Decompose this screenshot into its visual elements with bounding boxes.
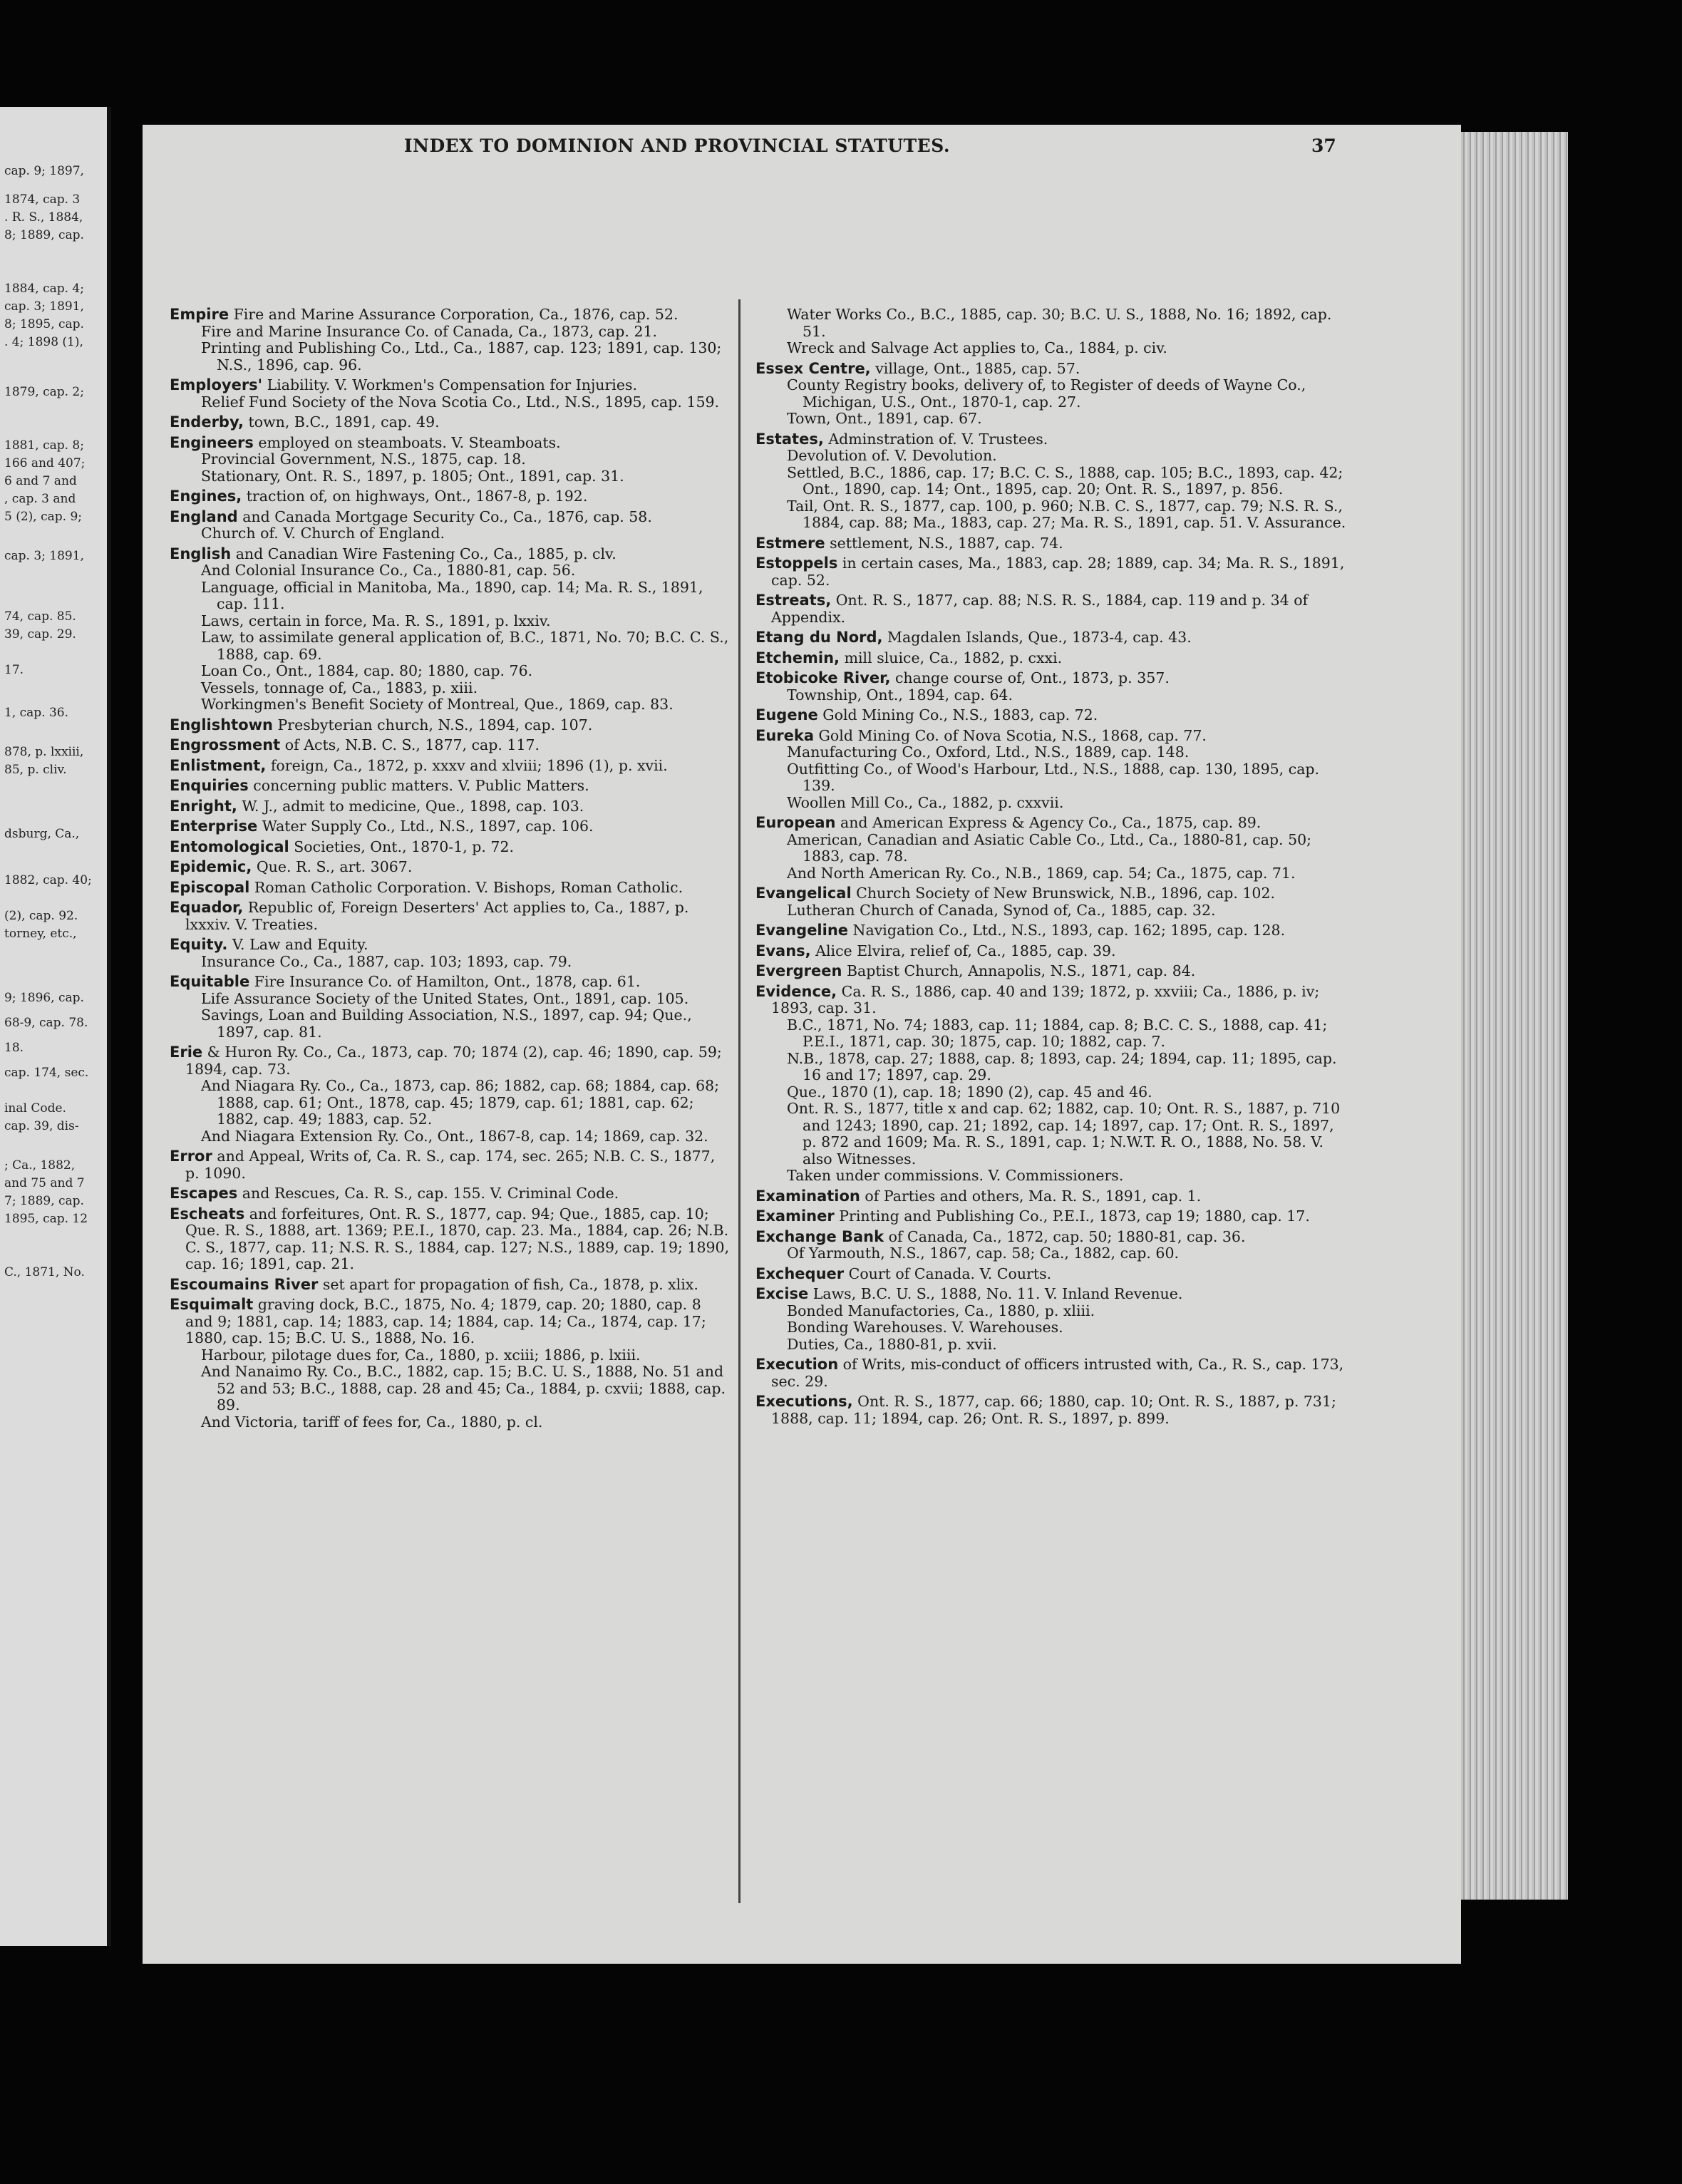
entry-text: & Huron Ry. Co., Ca., 1873, cap. 70; 1874 (2), cap. 46; 1890, cap. 59; 1894, cap. 73. [185, 1044, 722, 1078]
index-entry [755, 650, 1347, 667]
entry-text: and Rescues, Ca. R. S., cap. 155. V. Criminal Code. [237, 1185, 619, 1202]
left-page-fragment: C., 1871, No. [4, 1265, 85, 1279]
entry-subentry: Fire and Marine Insurance Co. of Canada, Ca., 1873, cap. 21. [201, 322, 658, 340]
index-entry [755, 592, 1347, 626]
entry-headword: English [170, 545, 232, 562]
entry-text: and Canada Mortgage Security Co., Ca., 1876, cap. 58. [237, 508, 652, 525]
entry-headword: Etobicoke River, [755, 669, 891, 686]
left-page-fragment: 1, cap. 36. [4, 706, 69, 720]
left-page-fragment: . R. S., 1884, [4, 210, 83, 225]
entry-headword: Episcopal [170, 878, 250, 896]
entry-subentry: Lutheran Church of Canada, Synod of, Ca., 1885, cap. 32. [787, 901, 1216, 919]
entry-headword: Estates, [755, 430, 824, 448]
left-page-fragment: 18. [4, 1041, 24, 1055]
entry-headword: Escheats [170, 1205, 245, 1222]
entry-headword: Evans, [755, 942, 811, 959]
entry-headword: Equador, [170, 899, 244, 916]
index-column-left [170, 307, 733, 1434]
entry-text: Navigation Co., Ltd., N.S., 1893, cap. 162; 1895, cap. 128. [848, 922, 1286, 939]
entry-headword: Estoppels [755, 555, 838, 572]
entry-headword: Equitable [170, 973, 250, 990]
entry-headword: Examination [755, 1187, 860, 1205]
entry-text: Court of Canada. V. Courts. [844, 1264, 1052, 1282]
entry-subentry: Printing and Publishing Co., Ltd., Ca., 1887, cap. 123; 1891, cap. 130; N.S., 1896, cap. 96. [201, 339, 722, 374]
entry-subentry: Wreck and Salvage Act applies to, Ca., 1884, p. civ. [787, 339, 1167, 356]
left-page-fragment: 39, cap. 29. [4, 627, 76, 642]
left-page-fragment: cap. 3; 1891, [4, 299, 84, 314]
index-entry [755, 815, 1347, 882]
index-entry [170, 509, 733, 542]
left-page-fragment: inal Code. [4, 1101, 66, 1116]
index-entry [755, 670, 1347, 704]
entry-subentry: Devolution of. V. Devolution. [787, 447, 997, 464]
index-entry [170, 880, 733, 897]
left-page-fragment: 5 (2), cap. 9; [4, 510, 82, 524]
left-page-fragment: 9; 1896, cap. [4, 991, 84, 1005]
entry-headword: Exchequer [755, 1264, 845, 1282]
index-entry [755, 1356, 1347, 1390]
entry-headword: Etang du Nord, [755, 629, 883, 646]
entry-subentry: Church of. V. Church of England. [201, 525, 445, 542]
entry-headword: Execution [755, 1356, 839, 1373]
index-entry [170, 1206, 733, 1273]
entry-text: W. J., admit to medicine, Que., 1898, cap. 103. [237, 797, 584, 815]
entry-subentry: Manufacturing Co., Oxford, Ltd., N.S., 1889, cap. 148. [787, 743, 1190, 761]
entry-subentry: Relief Fund Society of the Nova Scotia Co., Ltd., N.S., 1895, cap. 159. [201, 393, 720, 411]
index-entry [755, 885, 1347, 919]
entry-subentry: Woollen Mill Co., Ca., 1882, p. cxxvii. [787, 793, 1064, 811]
entry-text: Ont. R. S., 1877, cap. 88; N.S. R. S., 1884, cap. 119 and p. 34 of Appendix. [771, 592, 1309, 626]
entry-subentry: Life Assurance Society of the United States, Ont., 1891, cap. 105. [201, 989, 689, 1007]
index-entry [170, 778, 733, 795]
column-divider [738, 299, 741, 1903]
entry-headword: Engines, [170, 488, 242, 505]
entry-subentry: And Victoria, tariff of fees for, Ca., 1880, p. cl. [201, 1413, 543, 1431]
index-entry [170, 435, 733, 485]
entry-text: Ont. R. S., 1877, cap. 66; 1880, cap. 10; Ont. R. S., 1887, p. 731; 1888, cap. 11; 1894, cap. 26; Ont. R. S., 1897, p. 899. [771, 1393, 1336, 1427]
index-entry [170, 737, 733, 754]
entry-subentry: And North American Ry. Co., N.B., 1869, cap. 54; Ca., 1875, cap. 71. [787, 864, 1296, 882]
left-page-fragment: cap. 39, dis- [4, 1119, 79, 1133]
index-entry [755, 707, 1347, 724]
entry-text: Fire Insurance Co. of Hamilton, Ont., 1878, cap. 61. [249, 973, 641, 990]
entry-text: Water Supply Co., Ltd., N.S., 1897, cap. 106. [257, 818, 594, 835]
entry-subentry: And Niagara Ry. Co., Ca., 1873, cap. 86; 1882, cap. 68; 1884, cap. 68; 1888, cap. 61; Ont., 1878, cap. 45; 1879, cap. 61; 1881, cap. 62; 1882, cap. 49; 1883, cap. 52. [201, 1077, 720, 1128]
entry-subentry: And Colonial Insurance Co., Ca., 1880-81, cap. 56. [201, 562, 576, 579]
entry-headword: Employers' [170, 376, 263, 393]
entry-subentry: Bonded Manufactories, Ca., 1880, p. xliii. [787, 1302, 1095, 1319]
left-page-fragment: cap. 9; 1897, [4, 164, 84, 178]
index-column-right [755, 307, 1347, 1431]
entry-headword: Evergreen [755, 962, 842, 979]
entry-subentry: B.C., 1871, No. 74; 1883, cap. 11; 1884, cap. 8; B.C. C. S., 1888, cap. 41; P.E.I., 1871, cap. 30; 1875, cap. 10; 1882, cap. 7. [787, 1016, 1328, 1050]
entry-text: Presbyterian church, N.S., 1894, cap. 107. [273, 716, 593, 733]
entry-headword: Examiner [755, 1207, 835, 1225]
entry-headword: Engrossment [170, 736, 281, 753]
entry-text: of Writs, mis-conduct of officers intrusted with, Ca., R. S., cap. 173, sec. 29. [771, 1356, 1344, 1390]
entry-subentry: And Nanaimo Ry. Co., B.C., 1882, cap. 15; B.C. U. S., 1888, No. 51 and 52 and 53; B.C., 1888, cap. 28 and 45; Ca., 1884, p. cxvii; 1888, cap. 89. [201, 1363, 726, 1413]
left-page-fragment: 17. [4, 663, 24, 677]
entry-text: settlement, N.S., 1887, cap. 74. [825, 534, 1063, 552]
entry-text: Fire and Marine Assurance Corporation, Ca., 1876, cap. 52. [229, 306, 679, 323]
entry-headword: Englishtown [170, 716, 273, 733]
index-entry [755, 361, 1347, 428]
entry-text: traction of, on highways, Ont., 1867-8, p. 192. [242, 488, 588, 505]
left-page-fragment: and 75 and 7 [4, 1176, 85, 1190]
index-entry [755, 629, 1347, 647]
index-entry [170, 414, 733, 431]
index-entry [170, 1297, 733, 1431]
entry-subentry: Outfitting Co., of Wood's Harbour, Ltd., N.S., 1888, cap. 130, 1895, cap. 139. [787, 760, 1320, 794]
index-entry [170, 937, 733, 970]
entry-text: Societies, Ont., 1870-1, p. 72. [289, 838, 515, 855]
entry-headword: Epidemic, [170, 858, 252, 875]
entry-headword: Exchange Bank [755, 1227, 884, 1245]
facing-page-left [0, 107, 111, 1946]
entry-text: foreign, Ca., 1872, p. xxxv and xlviii; 1896 (1), p. xvii. [266, 756, 668, 774]
index-entry [755, 963, 1347, 980]
left-page-fragment: torney, etc., [4, 927, 77, 941]
index-entry [755, 1188, 1347, 1205]
entry-subentry: Water Works Co., B.C., 1885, cap. 30; B.C. U. S., 1888, No. 16; 1892, cap. 51. [787, 306, 1332, 340]
entry-subentry: Township, Ont., 1894, cap. 64. [787, 686, 1013, 704]
left-page-fragment: , cap. 3 and [4, 492, 76, 506]
left-page-fragment: 7; 1889, cap. [4, 1194, 84, 1208]
entry-headword: Excise [755, 1285, 809, 1302]
entry-subentry: Insurance Co., Ca., 1887, cap. 103; 1893, cap. 79. [201, 952, 572, 970]
entry-headword: Enderby, [170, 413, 244, 431]
entry-subentry: Vessels, tonnage of, Ca., 1883, p. xiii. [201, 679, 478, 696]
entry-subentry: Que., 1870 (1), cap. 18; 1890 (2), cap. 45 and 46. [787, 1083, 1152, 1101]
index-entry [755, 555, 1347, 589]
entry-text: Republic of, Foreign Deserters' Act applies to, Ca., 1887, p. lxxxiv. V. Treaties. [185, 899, 689, 933]
index-entry [755, 431, 1347, 532]
book-page-edges [1461, 132, 1568, 1900]
entry-subentry: Workingmen's Benefit Society of Montreal, Que., 1869, cap. 83. [201, 696, 674, 713]
entry-text: employed on steamboats. V. Steamboats. [253, 433, 561, 451]
left-page-fragment: 878, p. lxxiii, [4, 745, 84, 759]
entry-subentry: N.B., 1878, cap. 27; 1888, cap. 8; 1893, cap. 24; 1894, cap. 11; 1895, cap. 16 and 17; 1897, cap. 29. [787, 1049, 1337, 1083]
entry-subentry: Tail, Ont. R. S., 1877, cap. 100, p. 960; N.B. C. S., 1877, cap. 79; N.S. R. S., 1884, cap. 88; Ma., 1883, cap. 27; Ma. R. S., 1891, cap. 51. V. Assurance. [787, 497, 1346, 531]
entry-text: V. Law and Equity. [227, 936, 368, 953]
index-entry [170, 546, 733, 714]
entry-text: of Parties and others, Ma. R. S., 1891, cap. 1. [860, 1187, 1202, 1205]
entry-text: Church Society of New Brunswick, N.B., 1896, cap. 102. [851, 885, 1276, 902]
index-entry [755, 984, 1347, 1185]
entry-subentry: Taken under commissions. V. Commissioners. [787, 1167, 1124, 1184]
index-entry [170, 818, 733, 835]
left-page-fragment: 8; 1895, cap. [4, 317, 84, 331]
left-page-fragment: 6 and 7 and [4, 474, 77, 488]
entry-subentry: County Registry books, delivery of, to Register of deeds of Wayne Co., Michigan, U.S., Ont., 1870-1, cap. 27. [787, 376, 1306, 411]
left-page-fragment: 8; 1889, cap. [4, 228, 84, 242]
entry-headword: Estmere [755, 534, 825, 552]
entry-subentry: Ont. R. S., 1877, title x and cap. 62; 1882, cap. 10; Ont. R. S., 1887, p. 710 and 1243; 1890, cap. 21; 1892, cap. 14; 1897, cap. 17; Ont. R. S., 1897, p. 872 and 1609; Ma. R. S., 1891, cap. 1; N.W.T. R. O., 1888, No. 58. V. also Witnesses. [787, 1100, 1341, 1168]
entry-subentry: Law, to assimilate general application of, B.C., 1871, No. 70; B.C. C. S., 1888, cap. 69. [201, 629, 729, 663]
entry-subentry: Language, official in Manitoba, Ma., 1890, cap. 14; Ma. R. S., 1891, cap. 111. [201, 578, 703, 612]
left-page-fragment: cap. 174, sec. [4, 1066, 89, 1080]
left-page-fragment: 85, p. cliv. [4, 763, 67, 777]
entry-text: Baptist Church, Annapolis, N.S., 1871, cap. 84. [842, 962, 1196, 979]
left-page-fragment: 1874, cap. 3 [4, 192, 81, 207]
entry-headword: Escoumains River [170, 1275, 319, 1293]
page-number: 37 [1311, 135, 1336, 156]
index-entry [170, 488, 733, 505]
index-entry [755, 1266, 1347, 1283]
index-entry [170, 1148, 733, 1182]
entry-subentry: Laws, certain in force, Ma. R. S., 1891, p. lxxiv. [201, 612, 551, 629]
entry-text: Roman Catholic Corporation. V. Bishops, Roman Catholic. [249, 878, 683, 896]
index-entry [755, 943, 1347, 960]
index-entry [170, 1185, 733, 1202]
entry-headword: Executions, [755, 1393, 853, 1410]
entry-headword: Erie [170, 1044, 203, 1061]
entry-text: Liability. V. Workmen's Compensation for Injuries. [262, 376, 638, 393]
index-entry [170, 1277, 733, 1294]
entry-subentry: American, Canadian and Asiatic Cable Co., Ltd., Ca., 1880-81, cap. 50; 1883, cap. 78. [787, 830, 1312, 865]
entry-text: mill sluice, Ca., 1882, p. cxxi. [840, 649, 1063, 666]
entry-headword: Enquiries [170, 777, 249, 794]
entry-headword: Equity. [170, 936, 228, 953]
entry-subentry: Settled, B.C., 1886, cap. 17; B.C. C. S., 1888, cap. 105; B.C., 1893, cap. 42; Ont., 1890, cap. 14; Ont., 1895, cap. 20; Ont. R. S., 1897, p. 856. [787, 463, 1343, 498]
entry-text: Que. R. S., art. 3067. [252, 858, 413, 875]
entry-headword: Evidence, [755, 982, 837, 1000]
entry-subentry: Loan Co., Ont., 1884, cap. 80; 1880, cap. 76. [201, 662, 533, 679]
running-header: INDEX TO DOMINION AND PROVINCIAL STATUTES. [403, 135, 951, 156]
left-page-fragment: cap. 3; 1891, [4, 549, 84, 563]
entry-text: concerning public matters. V. Public Matters. [248, 777, 589, 794]
entry-headword: European [755, 814, 836, 831]
entry-headword: Eugene [755, 706, 818, 723]
index-entry [755, 1208, 1347, 1225]
index-entry [755, 1286, 1347, 1353]
index-entry [170, 717, 733, 734]
entry-text: change course of, Ont., 1873, p. 357. [890, 669, 1170, 686]
entry-headword: Evangeline [755, 922, 849, 939]
entry-headword: Error [170, 1148, 212, 1165]
entry-headword: Escapes [170, 1185, 238, 1202]
index-entry [755, 1229, 1347, 1262]
left-page-fragment: 1881, cap. 8; [4, 438, 84, 453]
entry-text: town, B.C., 1891, cap. 49. [244, 413, 440, 431]
left-page-fragment: . 4; 1898 (1), [4, 335, 83, 349]
entry-text: in certain cases, Ma., 1883, cap. 28; 1889, cap. 34; Ma. R. S., 1891, cap. 52. [771, 555, 1345, 589]
entry-text: of Acts, N.B. C. S., 1877, cap. 117. [280, 736, 540, 753]
entry-text: and American Express & Agency Co., Ca., 1875, cap. 89. [835, 814, 1262, 831]
entry-headword: Essex Centre, [755, 359, 871, 377]
entry-headword: Enterprise [170, 818, 258, 835]
entry-subentry: Of Yarmouth, N.S., 1867, cap. 58; Ca., 1882, cap. 60. [787, 1245, 1180, 1262]
entry-headword: Evangelical [755, 885, 852, 902]
entry-text: graving dock, B.C., 1875, No. 4; 1879, cap. 20; 1880, cap. 8 and 9; 1881, cap. 14; 1883, cap. 14; 1884, cap. 14; Ca., 1874, cap. 17; 1880, cap. 15; B.C. U. S., 1888, No. 16. [185, 1296, 706, 1346]
entry-headword: Etchemin, [755, 649, 840, 666]
entry-headword: Eureka [755, 726, 815, 744]
entry-text: Magdalen Islands, Que., 1873-4, cap. 43. [882, 629, 1192, 646]
entry-text: Adminstration of. V. Trustees. [823, 430, 1048, 448]
entry-text: Gold Mining Co. of Nova Scotia, N.S., 1868, cap. 77. [814, 726, 1207, 744]
left-page-fragment: 1895, cap. 12 [4, 1212, 88, 1226]
index-entry [755, 728, 1347, 812]
entry-subentry: Duties, Ca., 1880-81, p. xvii. [787, 1335, 997, 1353]
entry-subentry: Provincial Government, N.S., 1875, cap. 18. [201, 450, 526, 468]
entry-text: and Canadian Wire Fastening Co., Ca., 1885, p. clv. [231, 545, 616, 562]
left-page-fragment: 1884, cap. 4; [4, 282, 84, 296]
entry-subentry: Bonding Warehouses. V. Warehouses. [787, 1319, 1063, 1336]
index-entry [755, 922, 1347, 939]
entry-text: and forfeitures, Ont. R. S., 1877, cap. 94; Que., 1885, cap. 10; Que. R. S., 1888, art. 1369; P.E.I., 1870, cap. 23. Ma., 1884, cap. 26; N.B. C. S., 1877, cap. 11; N.S. R. S., 1884, cap. 127; N.S., 1889, cap. 19; 1890, cap. 16; 1891, cap. 21. [185, 1205, 730, 1272]
left-page-fragment: 1879, cap. 2; [4, 385, 84, 399]
index-entry [170, 1044, 733, 1145]
entry-text: of Canada, Ca., 1872, cap. 50; 1880-81, cap. 36. [884, 1227, 1246, 1245]
entry-headword: Engineers [170, 433, 254, 451]
left-page-fragment: 68-9, cap. 78. [4, 1016, 88, 1030]
index-entry [170, 839, 733, 856]
entry-headword: Entomological [170, 838, 289, 855]
entry-headword: Empire [170, 306, 229, 323]
entry-text: Gold Mining Co., N.S., 1883, cap. 72. [817, 706, 1098, 723]
entry-text: Ca. R. S., 1886, cap. 40 and 139; 1872, p. xxviii; Ca., 1886, p. iv; 1893, cap. 31. [771, 982, 1320, 1016]
entry-headword: Enlistment, [170, 756, 267, 774]
entry-text: Printing and Publishing Co., P.E.I., 1873, cap 19; 1880, cap. 17. [834, 1207, 1310, 1225]
entry-text: set apart for propagation of fish, Ca., 1878, p. xlix. [318, 1275, 698, 1293]
entry-subentry: Stationary, Ont. R. S., 1897, p. 1805; Ont., 1891, cap. 31. [201, 467, 624, 485]
entry-text: village, Ont., 1885, cap. 57. [870, 359, 1080, 377]
entry-subentry: Harbour, pilotage dues for, Ca., 1880, p. xciii; 1886, p. lxiii. [201, 1346, 641, 1364]
index-entry [170, 798, 733, 815]
index-entry [755, 1394, 1347, 1427]
entry-subentry: And Niagara Extension Ry. Co., Ont., 1867-8, cap. 14; 1869, cap. 32. [201, 1127, 708, 1145]
index-entry [755, 535, 1347, 552]
left-page-fragment: ; Ca., 1882, [4, 1158, 76, 1173]
left-page-fragment: (2), cap. 92. [4, 909, 78, 923]
index-entry [170, 307, 733, 374]
entry-headword: Enright, [170, 797, 237, 815]
entry-subentry: Savings, Loan and Building Association, N.S., 1897, cap. 94; Que., 1897, cap. 81. [201, 1006, 692, 1041]
entry-headword: Estreats, [755, 592, 832, 609]
index-entry [755, 307, 1347, 357]
entry-text: and Appeal, Writs of, Ca. R. S., cap. 174, sec. 265; N.B. C. S., 1877, p. 1090. [185, 1148, 716, 1182]
entry-headword: England [170, 508, 238, 525]
index-entry [170, 377, 733, 411]
entry-text: Laws, B.C. U. S., 1888, No. 11. V. Inland Revenue. [808, 1285, 1183, 1302]
left-page-fragment: 166 and 407; [4, 456, 86, 470]
index-entry [170, 974, 733, 1041]
left-page-fragment: 74, cap. 85. [4, 609, 76, 624]
index-entry [170, 900, 733, 933]
index-entry [170, 758, 733, 775]
left-page-fragment: 1882, cap. 40; [4, 873, 92, 887]
entry-text: Alice Elvira, relief of, Ca., 1885, cap. 39. [810, 942, 1116, 959]
left-page-fragment: dsburg, Ca., [4, 827, 80, 841]
entry-headword: Esquimalt [170, 1296, 254, 1313]
entry-subentry: Town, Ont., 1891, cap. 67. [787, 410, 982, 427]
index-entry [170, 859, 733, 876]
